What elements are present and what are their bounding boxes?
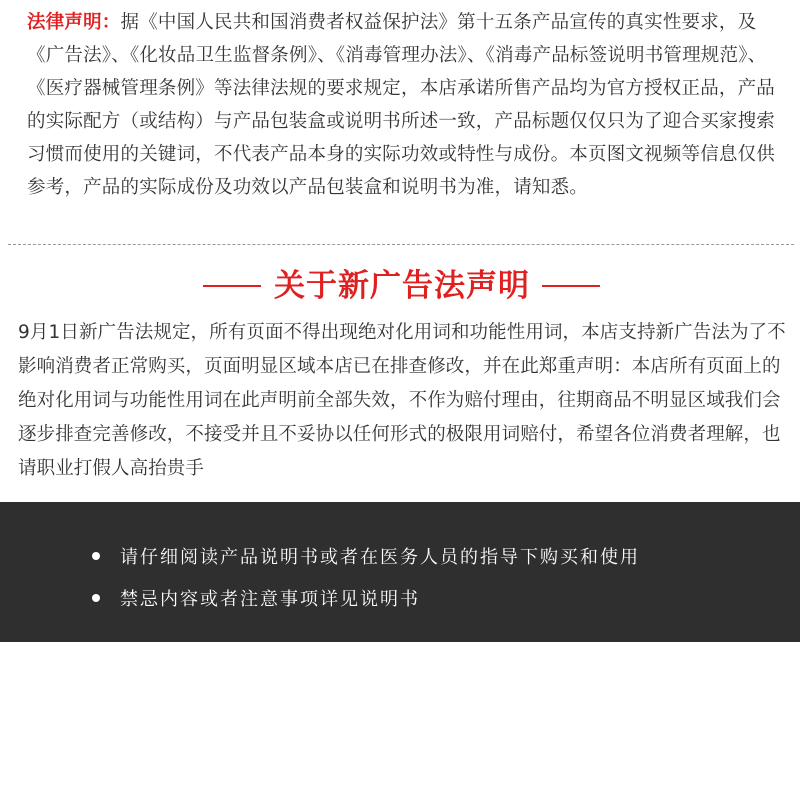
legal-notice-section: [0, 0, 800, 246]
ad-law-heading: 关于新广告法声明: [274, 268, 530, 304]
notice-item-text: 请仔细阅读产品说明书或者在医务人员的指导下购买和使用: [120, 547, 640, 568]
notice-item: [92, 541, 640, 571]
usage-notice-panel: [0, 502, 800, 642]
bullet-dot-icon: [92, 552, 100, 560]
legal-notice-label: 法律声明：: [27, 12, 121, 33]
heading-line-right: [542, 285, 600, 287]
dotted-divider: [8, 244, 794, 245]
ad-law-heading-row: [0, 262, 800, 310]
heading-line-left: [203, 285, 261, 287]
legal-notice-text: 据《中国人民共和国消费者权益保护法》第十五条产品宣传的真实性要求，及《广告法》、《化妆品卫生监督条例》、《消毒管理办法》、《消毒产品标签说明书管理规范》、《医疗器械管理条例》等法律法规的要求规定，本店承诺所售产品均为官方授权正品，产品的实际配方（或结构）与产品包装盒或说明书所述一致，产品标题仅仅只为了迎合买家搜索习惯而使用的关键词，不代表产品本身的实际功效或特性与成份。本页图文视频等信息仅供参考，产品的实际成份及功效以产品包装盒和说明书为准，请知悉。: [27, 12, 776, 198]
ad-law-paragraph: 9月1日新广告法规定，所有页面不得出现绝对化用词和功能性用词，本店支持新广告法为了不影响消费者正常购买，页面明显区域本店已在排查修改，并在此郑重声明：本店所有页面上的绝对化用词与功能性用词在此声明前全部失效，不作为赔付理由，往期商品不明显区域我们会逐步排查完善修改，不接受并且不妥协以任何形式的极限用词赔付，希望各位消费者理解，也请职业打假人高抬贵手: [18, 322, 786, 479]
bullet-dot-icon: [92, 594, 100, 602]
legal-notice-paragraph: [27, 6, 779, 204]
notice-item-text: 禁忌内容或者注意事项详见说明书: [120, 589, 420, 610]
notice-item: [92, 583, 420, 613]
